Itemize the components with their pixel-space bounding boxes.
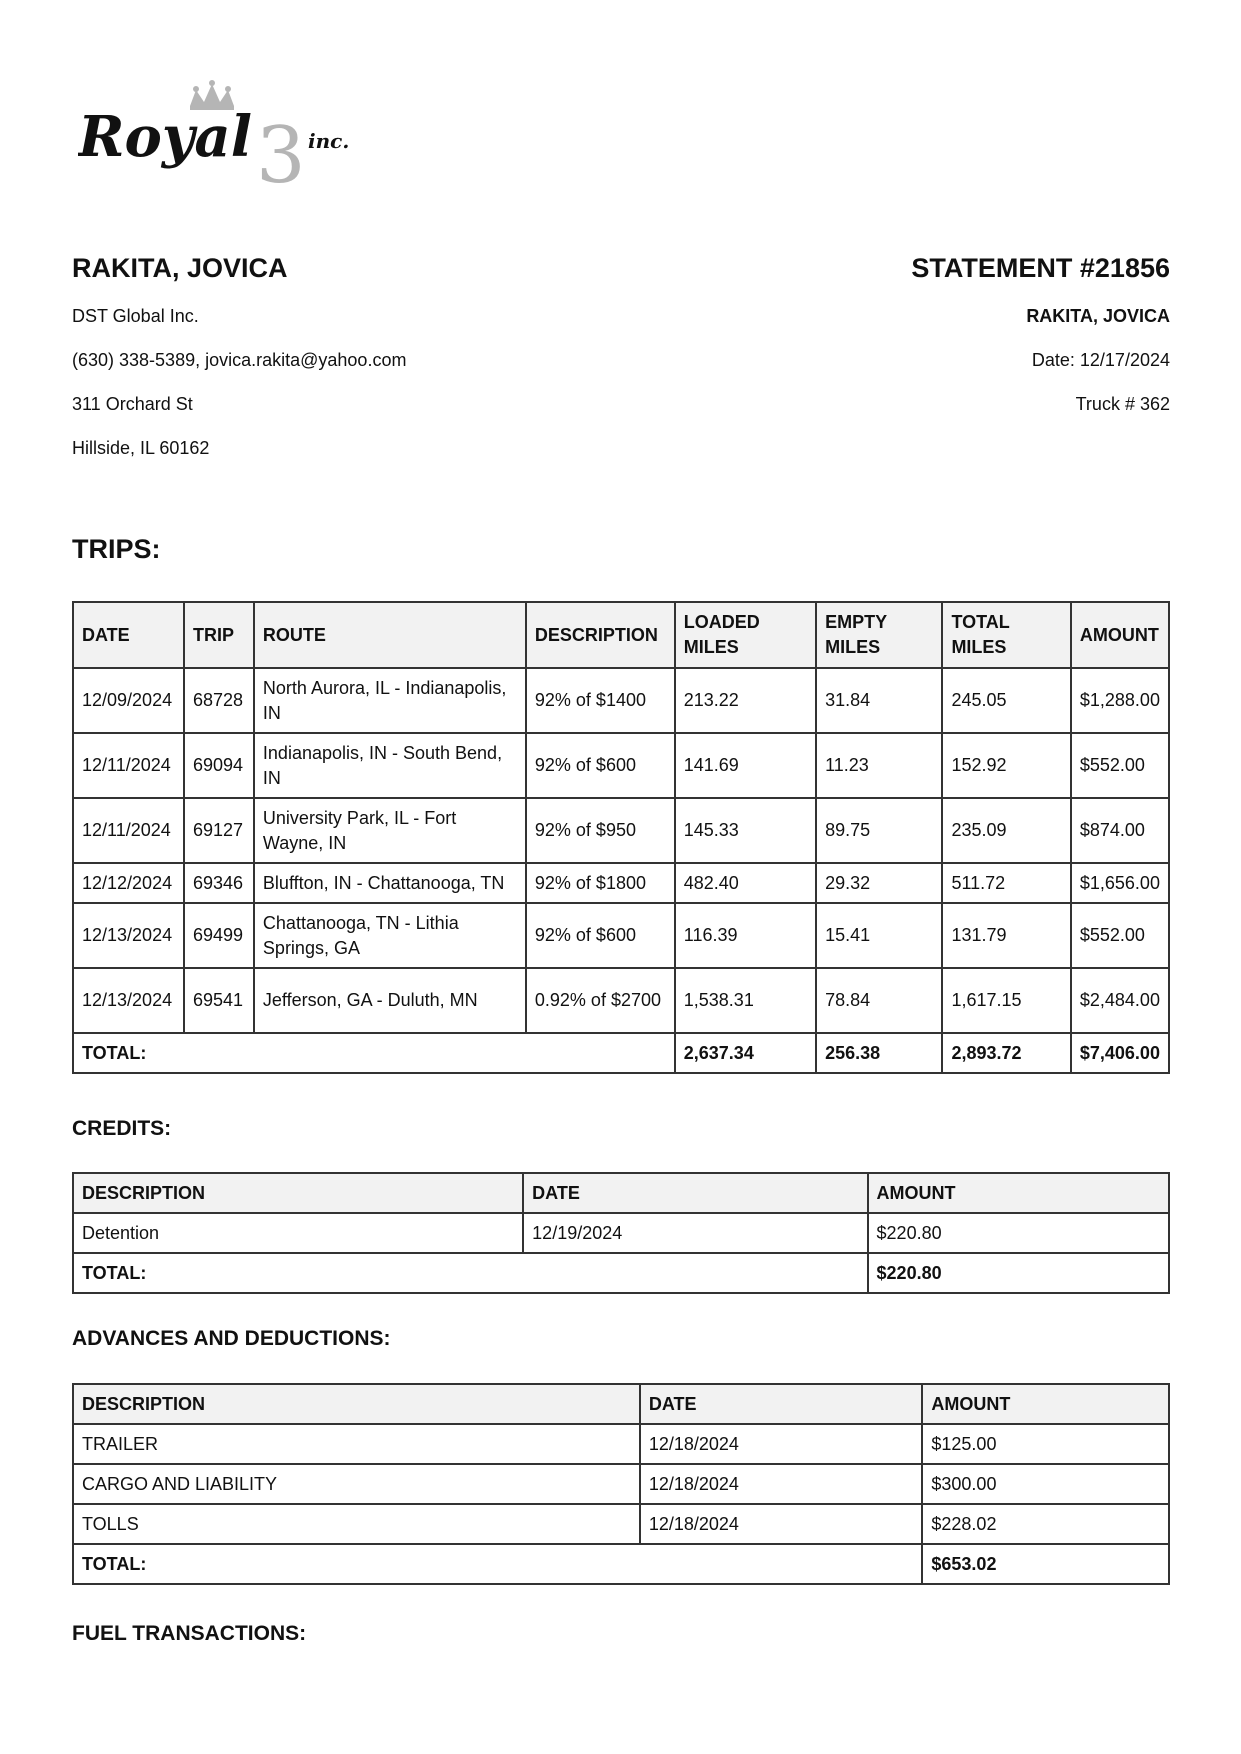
col-date: DATE	[523, 1173, 867, 1213]
trip-empty-miles: 89.75	[816, 798, 942, 863]
driver-company: DST Global Inc.	[72, 306, 199, 326]
trip-date: 12/11/2024	[73, 733, 184, 798]
trip-date: 12/13/2024	[73, 903, 184, 968]
table-row	[73, 733, 1169, 798]
trip-description: 92% of $950	[526, 798, 675, 863]
driver-info	[72, 252, 406, 470]
driver-address-city: Hillside, IL 60162	[72, 438, 210, 458]
credits-total-amount: $220.80	[868, 1253, 1169, 1293]
trips-title: TRIPS:	[72, 534, 161, 564]
col-route: ROUTE	[254, 602, 526, 668]
trip-empty-miles: 31.84	[816, 668, 942, 733]
trip-date: 12/12/2024	[73, 863, 184, 903]
credits-title: CREDITS:	[72, 1117, 172, 1140]
credit-date: 12/19/2024	[523, 1213, 867, 1253]
trip-number: 69499	[184, 903, 254, 968]
statement-info	[911, 252, 1170, 426]
col-amount: AMOUNT	[868, 1173, 1169, 1213]
credit-description: Detention	[73, 1213, 523, 1253]
trip-total-miles: 245.05	[942, 668, 1070, 733]
trip-total-miles: 235.09	[942, 798, 1070, 863]
trip-total-miles: 152.92	[942, 733, 1070, 798]
trip-amount: $552.00	[1071, 903, 1169, 968]
deduction-amount: $300.00	[922, 1464, 1169, 1504]
trips-total-miles: 2,893.72	[942, 1033, 1070, 1073]
deduction-date: 12/18/2024	[640, 1504, 923, 1544]
trip-route: North Aurora, IL - Indianapolis, IN	[254, 668, 526, 733]
col-date: DATE	[73, 602, 184, 668]
driver-address-street: 311 Orchard St	[72, 394, 193, 414]
table-row	[73, 1213, 1169, 1253]
driver-contact: (630) 338-5389, jovica.rakita@yahoo.com	[72, 350, 407, 370]
trip-total-miles: 1,617.15	[942, 968, 1070, 1033]
deduction-date: 12/18/2024	[640, 1464, 923, 1504]
deductions-total-row	[73, 1544, 1169, 1584]
trip-description: 92% of $1400	[526, 668, 675, 733]
statement-name: RAKITA, JOVICA	[1026, 306, 1170, 326]
deductions-title: ADVANCES AND DEDUCTIONS:	[72, 1327, 391, 1350]
statement-truck: Truck # 362	[1075, 394, 1170, 414]
trip-date: 12/11/2024	[73, 798, 184, 863]
col-amount: AMOUNT	[922, 1384, 1169, 1424]
trip-amount: $874.00	[1071, 798, 1169, 863]
trip-loaded-miles: 145.33	[675, 798, 816, 863]
trip-description: 0.92% of $2700	[526, 968, 675, 1033]
statement-title: STATEMENT #21856	[911, 253, 1170, 283]
table-row	[73, 798, 1169, 863]
trips-total-empty: 256.38	[816, 1033, 942, 1073]
trip-loaded-miles: 1,538.31	[675, 968, 816, 1033]
table-row	[73, 863, 1169, 903]
table-row	[73, 1464, 1169, 1504]
trips-total-label: TOTAL:	[73, 1033, 675, 1073]
trip-date: 12/09/2024	[73, 668, 184, 733]
company-logo	[78, 78, 388, 190]
trip-total-miles: 131.79	[942, 903, 1070, 968]
trips-table	[72, 601, 1170, 1074]
trip-amount: $1,288.00	[1071, 668, 1169, 733]
trip-empty-miles: 78.84	[816, 968, 942, 1033]
deduction-amount: $125.00	[922, 1424, 1169, 1464]
trips-total-loaded: 2,637.34	[675, 1033, 816, 1073]
trip-empty-miles: 15.41	[816, 903, 942, 968]
deduction-description: TOLLS	[73, 1504, 640, 1544]
table-row	[73, 1504, 1169, 1544]
trip-number: 69094	[184, 733, 254, 798]
deductions-header-row	[73, 1384, 1169, 1424]
credits-total-label: TOTAL:	[73, 1253, 868, 1293]
trip-loaded-miles: 213.22	[675, 668, 816, 733]
statement-date: Date: 12/17/2024	[1031, 350, 1170, 370]
trip-description: 92% of $600	[526, 903, 675, 968]
trip-loaded-miles: 482.40	[675, 863, 816, 903]
trips-total-amount: $7,406.00	[1071, 1033, 1169, 1073]
col-description: DESCRIPTION	[73, 1384, 640, 1424]
trip-number: 68728	[184, 668, 254, 733]
trip-route: Jefferson, GA - Duluth, MN	[254, 968, 526, 1033]
credit-amount: $220.80	[868, 1213, 1169, 1253]
fuel-title: FUEL TRANSACTIONS:	[72, 1622, 307, 1645]
credits-table	[72, 1172, 1170, 1294]
deductions-total-amount: $653.02	[922, 1544, 1169, 1584]
col-description: DESCRIPTION	[73, 1173, 523, 1213]
col-amount: AMOUNT	[1071, 602, 1169, 668]
trips-total-row	[73, 1033, 1169, 1073]
col-loaded-miles: LOADED MILES	[675, 602, 816, 668]
trip-number: 69127	[184, 798, 254, 863]
trip-description: 92% of $1800	[526, 863, 675, 903]
trip-route: Indianapolis, IN - South Bend, IN	[254, 733, 526, 798]
table-row	[73, 668, 1169, 733]
logo-numeral: 3	[256, 111, 306, 190]
trips-header-row	[73, 602, 1169, 668]
col-total-miles: TOTAL MILES	[942, 602, 1070, 668]
trip-total-miles: 511.72	[942, 863, 1070, 903]
deductions-total-label: TOTAL:	[73, 1544, 922, 1584]
trip-amount: $2,484.00	[1071, 968, 1169, 1033]
trip-route: Bluffton, IN - Chattanooga, TN	[254, 863, 526, 903]
credits-header-row	[73, 1173, 1169, 1213]
trip-route: University Park, IL - Fort Wayne, IN	[254, 798, 526, 863]
driver-name: RAKITA, JOVICA	[72, 253, 288, 283]
deduction-date: 12/18/2024	[640, 1424, 923, 1464]
credits-total-row	[73, 1253, 1169, 1293]
trip-date: 12/13/2024	[73, 968, 184, 1033]
table-row	[73, 1424, 1169, 1464]
table-row	[73, 903, 1169, 968]
trip-empty-miles: 29.32	[816, 863, 942, 903]
logo-suffix: inc.	[308, 129, 350, 153]
trip-route: Chattanooga, TN - Lithia Springs, GA	[254, 903, 526, 968]
col-trip: TRIP	[184, 602, 254, 668]
trip-description: 92% of $600	[526, 733, 675, 798]
trip-amount: $1,656.00	[1071, 863, 1169, 903]
col-date: DATE	[640, 1384, 923, 1424]
deduction-amount: $228.02	[922, 1504, 1169, 1544]
trip-loaded-miles: 141.69	[675, 733, 816, 798]
trip-loaded-miles: 116.39	[675, 903, 816, 968]
trip-number: 69346	[184, 863, 254, 903]
col-empty-miles: EMPTY MILES	[816, 602, 942, 668]
logo-wordmark: Royal	[78, 104, 252, 170]
table-row	[73, 968, 1169, 1033]
deductions-table	[72, 1383, 1170, 1585]
deduction-description: CARGO AND LIABILITY	[73, 1464, 640, 1504]
deduction-description: TRAILER	[73, 1424, 640, 1464]
trip-number: 69541	[184, 968, 254, 1033]
trip-amount: $552.00	[1071, 733, 1169, 798]
trip-empty-miles: 11.23	[816, 733, 942, 798]
col-description: DESCRIPTION	[526, 602, 675, 668]
